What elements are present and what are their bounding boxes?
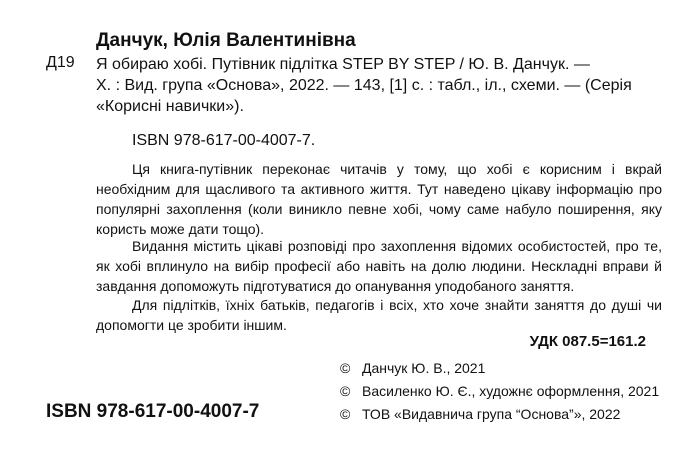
copyright-text: Данчук Ю. В., 2021 [362,360,486,376]
copyright-line [340,383,670,399]
copyright-text: Василенко Ю. Є., художнє оформлення, 2021 [362,383,660,399]
copyright-icon: © [340,360,351,376]
author-name: Данчук, Юлія Валентинівна [96,30,356,51]
annotation-paragraph: Ця книга-путівник переконає читачів у тому, що хобі є корисним і вкрай необхідним для щасливого та активного життя. Тут наведено цікаву інформацію про популярні захоплення (коли виникло певне хобі, чому саме набуло поширення, яку користь може дати тощо). [96,161,662,237]
catalog-code: Д19 [46,54,75,71]
isbn-bottom: ISBN 978-617-00-4007-7 [46,401,260,422]
description-line: Я обираю хобі. Путівник підлітка STEP BY STEP / Ю. В. Данчук. — [96,56,590,73]
copyright-text: ТОВ «Видавнича група “Основа”», 2022 [362,406,621,422]
description-line: Х. : Вид. група «Основа», 2022. — 143, [1] с. : табл., іл., схеми. — (Серія [96,77,632,94]
description-line: «Корисні навички»). [96,98,244,115]
copyright-icon: © [340,406,351,422]
copyright-line [340,360,670,376]
bibliographic-description [96,54,666,117]
annotation-paragraph: Видання містить цікаві розповіді про захоплення відомих особистостей, про те, як хобі вплинуло на вибір професії або навіть на долю людини. Нескладні вправи й завдання допоможуть підготуватися до опанування уподобаного заняття. [96,238,662,294]
isbn-line: ISBN 978-617-00-4007-7. [132,132,316,149]
copyright-icon: © [340,383,351,399]
copyright-line [340,406,670,422]
annotation-paragraph: Для підлітків, їхніх батьків, педагогів і всіх, хто хоче знайти заняття до душі чи допомогти це зробити іншим. [96,297,662,333]
udk-code: УДК 087.5=161.2 [529,333,646,350]
